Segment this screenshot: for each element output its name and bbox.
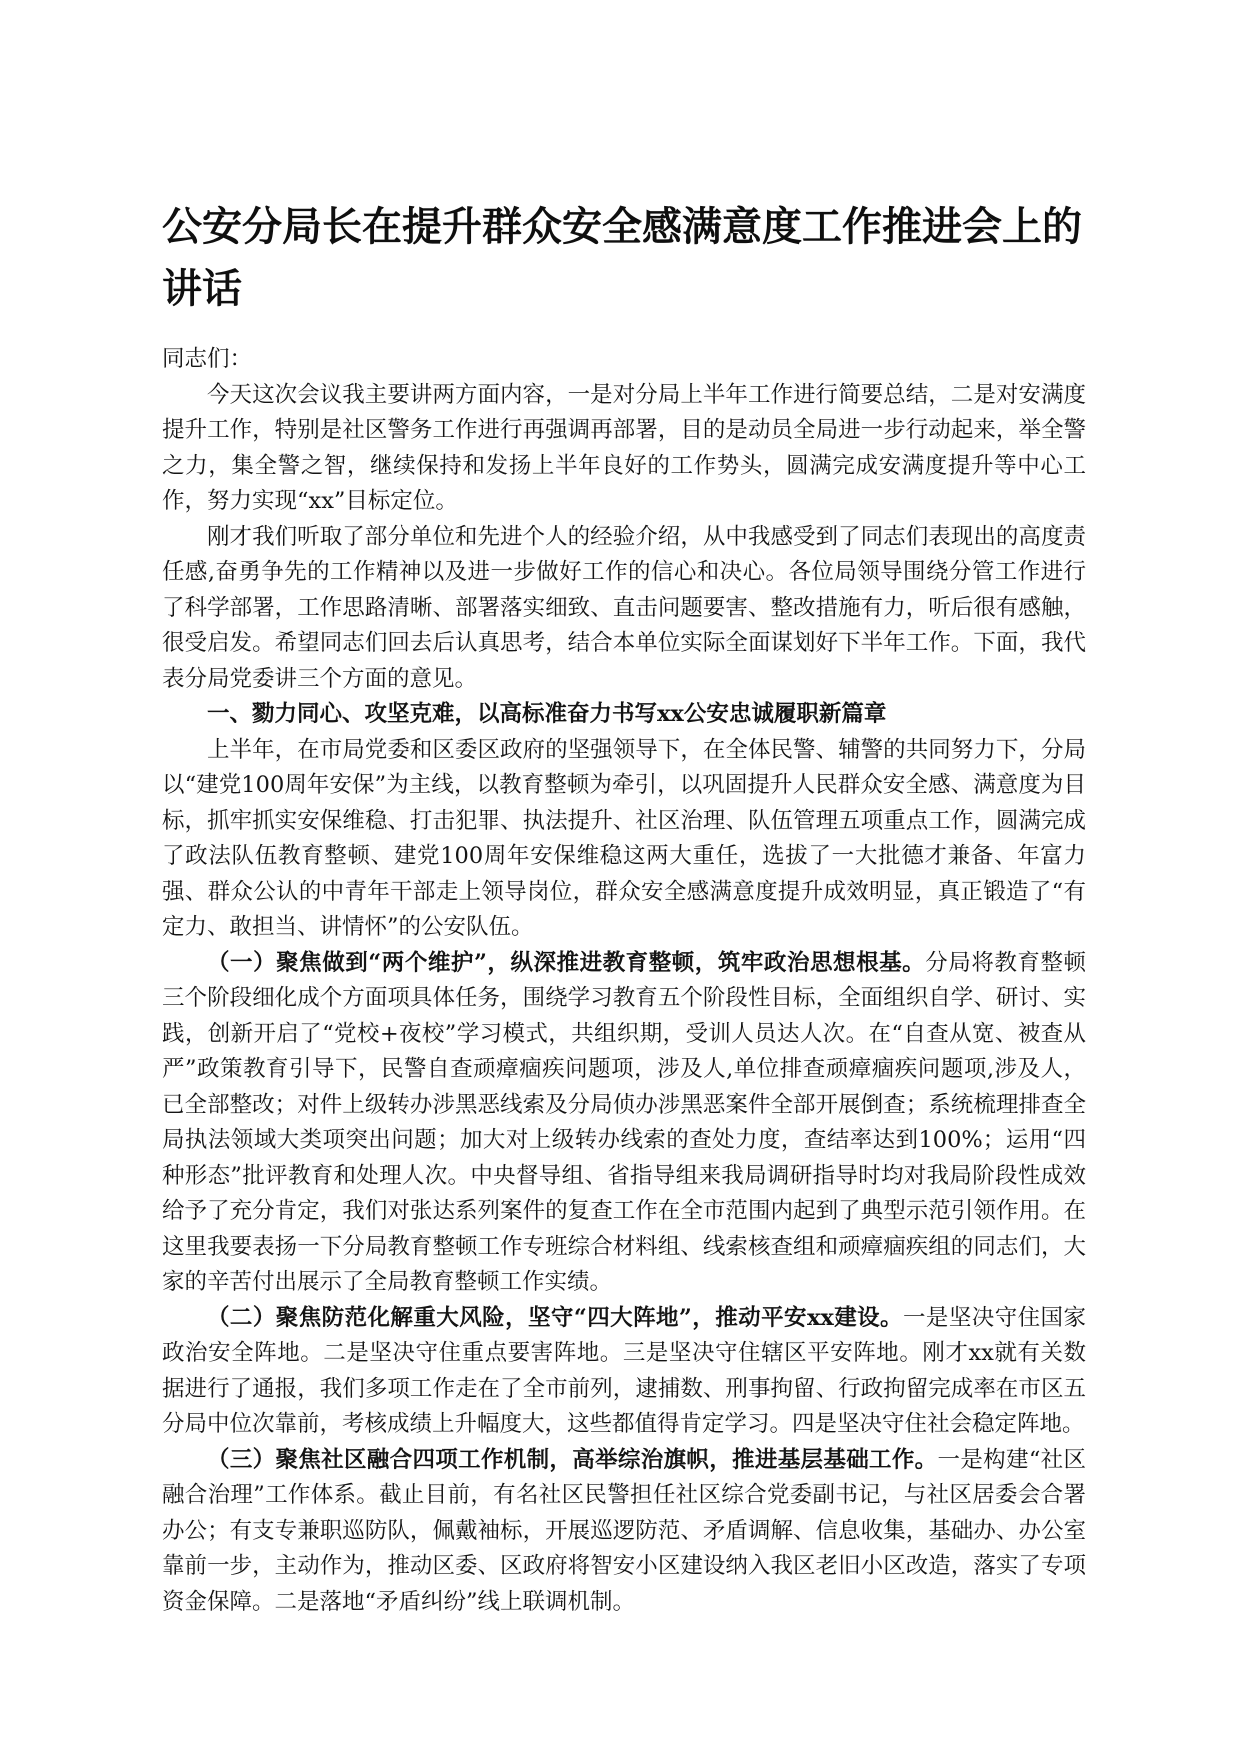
paragraph — [162, 1301, 1086, 1443]
page-title: 公安分局长在提升群众安全感满意度工作推进会上的讲话 — [162, 203, 1082, 312]
paragraph: 上半年，在市局党委和区委区政府的坚强领导下，在全体民警、辅警的共同努力下，分局以“建党100周年安保”为主线，以教育整顿为牵引，以巩固提升人民群众安全感、满意度为目标，抓牢抓实安保维稳、打击犯罪、执法提升、社区治理、队伍管理五项重点工作，圆满完成了政法队伍教育整顿、建党100周年安保维稳这两大重任，选拔了一大批德才兼备、年富力强、群众公认的中青年干部走上领导岗位，群众安全感满意度提升成效明显，真正锻造了“有定力、敢担当、讲情怀”的公安队伍。 — [162, 736, 1086, 940]
paragraph: 今天这次会议我主要讲两方面内容，一是对分局上半年工作进行简要总结，二是对安满度提升工作，特别是社区警务工作进行再强调再部署，目的是动员全局进一步行动起来，举全警之力，集全警之智，继续保持和发扬上半年良好的工作势头，圆满完成安满度提升等中心工作，努力实现“xx”目标定位。 — [162, 381, 1086, 514]
paragraph — [162, 946, 1086, 1301]
paragraph-text: 一是坚决守住国家政治安全阵地。二是坚决守住重点要害阵地。三是坚决守住辖区平安阵地。刚才xx就有关数据进行了通报，我们多项工作走在了全市前列，逮捕数、刑事拘留、行政拘留完成率在市区五分局中位次靠前，考核成绩上升幅度大，这些都值得肯定学习。四是坚决守住社会稳定阵地。 — [162, 1304, 1086, 1437]
document-body — [162, 196, 1086, 1620]
paragraph-text: 一是构建“社区融合治理”工作体系。截止目前，有名社区民警担任社区综合党委副书记，与社区居委会合署办公；有支专兼职巡防队，佩戴袖标，开展巡逻防范、矛盾调解、信息收集，基础办、办公室靠前一步，主动作为，推动区委、区政府将智安小区建设纳入我区老旧小区改造，落实了专项资金保障。二是落地“矛盾纠纷”线上联调机制。 — [162, 1446, 1086, 1615]
section-heading: 一、勠力同心、攻坚克难，以高标准奋力书写xx公安忠诚履职新篇章 — [207, 701, 887, 727]
paragraph — [162, 1443, 1086, 1621]
paragraph-text: 分局将教育整顿三个阶段细化成个方面项具体任务，围绕学习教育五个阶段性目标，全面组织自学、研讨、实践，创新开启了“党校+夜校”学习模式，共组织期，受训人员达人次。在“自查从宽、被查从严”政策教育引导下，民警自查顽瘴痼疾问题项，涉及人,单位排查顽瘴痼疾问题项,涉及人，已全部整改；对件上级转办涉黑恶线索及分局侦办涉黑恶案件全部开展倒查；系统梳理排查全局执法领域大类项突出问题；加大对上级转办线索的查处力度，查结率达到100%；运用“四种形态”批评教育和处理人次。中央督导组、省指导组来我局调研指导时均对我局阶段性成效给予了充分肯定，我们对张达系列案件的复查工作在全市范围内起到了典型示范引领作用。在这里我要表扬一下分局教育整顿工作专班综合材料组、线索核查组和顽瘴痼疾组的同志们，大家的辛苦付出展示了全局教育整顿工作实绩。 — [162, 949, 1086, 1295]
subsection-lead: （二）聚焦防范化解重大风险，坚守“四大阵地”，推动平安xx建设。 — [207, 1304, 903, 1331]
subsection-lead: （一）聚焦做到“两个维护”，纵深推进教育整顿，筑牢政治思想根基。 — [207, 949, 926, 976]
paragraph: 刚才我们听取了部分单位和先进个人的经验介绍，从中我感受到了同志们表现出的高度责任感,奋勇争先的工作精神以及进一步做好工作的信心和决心。各位局领导围绕分管工作进行了科学部署，工作思路清晰、部署落实细致、直击问题要害、整改措施有力，听后很有感触，很受启发。希望同志们回去后认真思考，结合本单位实际全面谋划好下半年工作。下面，我代表分局党委讲三个方面的意见。 — [162, 523, 1086, 692]
salutation: 同志们： — [162, 346, 253, 372]
subsection-lead: （三）聚焦社区融合四项工作机制，高举综治旗帜，推进基层基础工作。 — [207, 1446, 938, 1473]
